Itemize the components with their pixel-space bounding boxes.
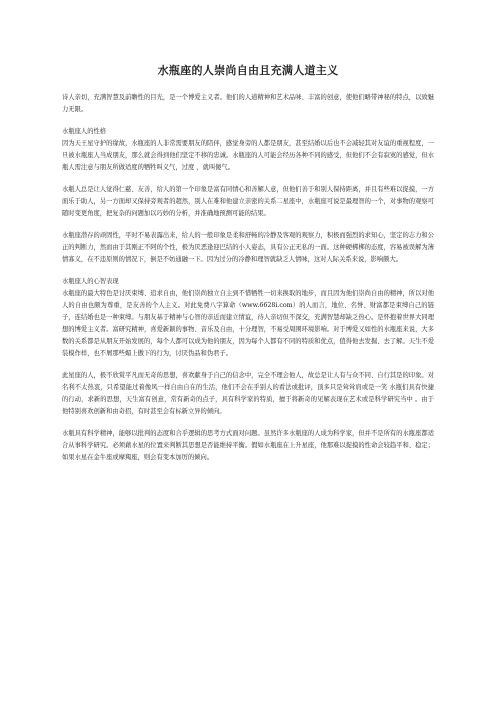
intro-paragraph: 诗人亲切，充满智慧及前瞻性的目光，是一个博爱主义者。他们的人道精神和艺术品味、丰富的创意，使他们略带神秘的特点，以致魅力无限。 [62,94,434,113]
paragraph-mind-1: 水瓶座的最大特色是讨厌束缚、追求自由，他们崇尚独立自主到不惜牺牲一切来换取的地步，而且因为他们崇尚自由的精神，所以对他人的自由也颇为尊重，是友善的个人主义。对此免费八字算命（www.6628i.com）的人而言，地位、名誉、财富都是束缚自己的链子，连结婚也是一种束缚。与朋友基于精神与心智的亲近而建立情谊，待人亲切但不深交，充满智慧却缺乏热心。是怀抱着世界大同理想的博爱主义者。富研究精神，喜爱新颖的事物、音乐及自由，十分理智，不易受周围环境影响。对于博爱又如性的水瓶座来说，大多数的关系都是从朋友开始发展的，每个人都可以成为他的朋友，因为每个人都有不同的特质和优点，值得他去发掘、去了解。天生不爱装模作样，也不屑那些媚上傲下的行为，讨厌伪品和伪君子。 [62,290,434,357]
document-page [62,62,434,464]
section-heading-personality: 水瓶座人的性格 [62,128,107,135]
paragraph-personality-1: 因为天王星守护的缘故，水瓶座的人非常需要朋友的陪伴，感觉身旁的人都是朋友，甚至结婚以后也不会减轻其对友谊的重视程度，一旦被水瓶座人当成朋友，那么就会得到他们坚定不移的忠诚。水瓶座的人可能会经历各种不同的感受，但他们不会有寂寞的感觉，但水瓶人需注意与朋友所做适度的牺牲叫义气，过度 ，就叫傻气。 [62,140,434,171]
paragraph-mind-2: 此星座的人，极不欣赏平凡而无奇的思想，喜欢献身于自己的信念中，完全不理会他人，故总是让人有与众不同、自行其是的印象。对名利不太热衷，只希望能过着像风一样自由自在的生活，他们不会在乎别人的看法或批评，顶多只是耸耸肩或是一笑 水瓶们具有快捷的行动，求新的思想，天生富有创意，常有新奇的点子，具有科学家的特质，擅于将新奇的见解表现在艺术或是科学研究当中 。由于他特别喜欢创新和由奇招，有时甚至会有标新立异的倾向。 [62,372,434,415]
section-heading-mind: 水瓶座人的心智表现 [62,278,119,285]
paragraph-mind-3: 水瓶具有科学精神，能够以批判的态度和合乎逻辑的思考方式面对问题。虽然许多水瓶座的人成为科学家，但并不是所有的水瓶座都适合从事科学研究。必须藉水星的位置来判断其思想是否能维持平衡。假如水瓶座在上升星座，他那难以捉摸的性命会较趋平和、稳定；如果水星在金牛座或摩羯座，则会有变本加厉的倾向。 [62,430,434,461]
paragraph-personality-2: 水瓶人总是让人觉得仁慈、友善，给人的第一个印象是富有同情心和善解人意，但他们善于和别人保持距离，并且有些难以捉摸，一方面乐于助人，另一方面却又保持旁观者的超然，别人在难和他建立亲密的关系二星座中，水瓶座可说是最理智的一个，对事物的观察可随时变更角度，把复杂的问题加以巧妙的分析，并准确地预测可能的结果。 [62,186,434,217]
paragraph-personality-3: 水瓶座潜存的顽固性，平时不易表露出来，给人的一般印象是柔和舒畅的冷静及客观的观察力，积极而强烈的求知心，坚定的志力和公正的判断力，然而由于其刚正不阿的个性，极为厌恶逢迎巴结的小人姿态，具有公正无私的一面。这种硬梆梆的态度，容易被误解为薄情寡义，在不违原则的情况下，倒是不妨通融一下。因为过分的冷静和理智就缺乏人情味，这对人际关系来说，影响颇大。 [62,232,434,263]
document-title: 水瓶座的人崇尚自由且充满人道主义 [157,64,339,77]
